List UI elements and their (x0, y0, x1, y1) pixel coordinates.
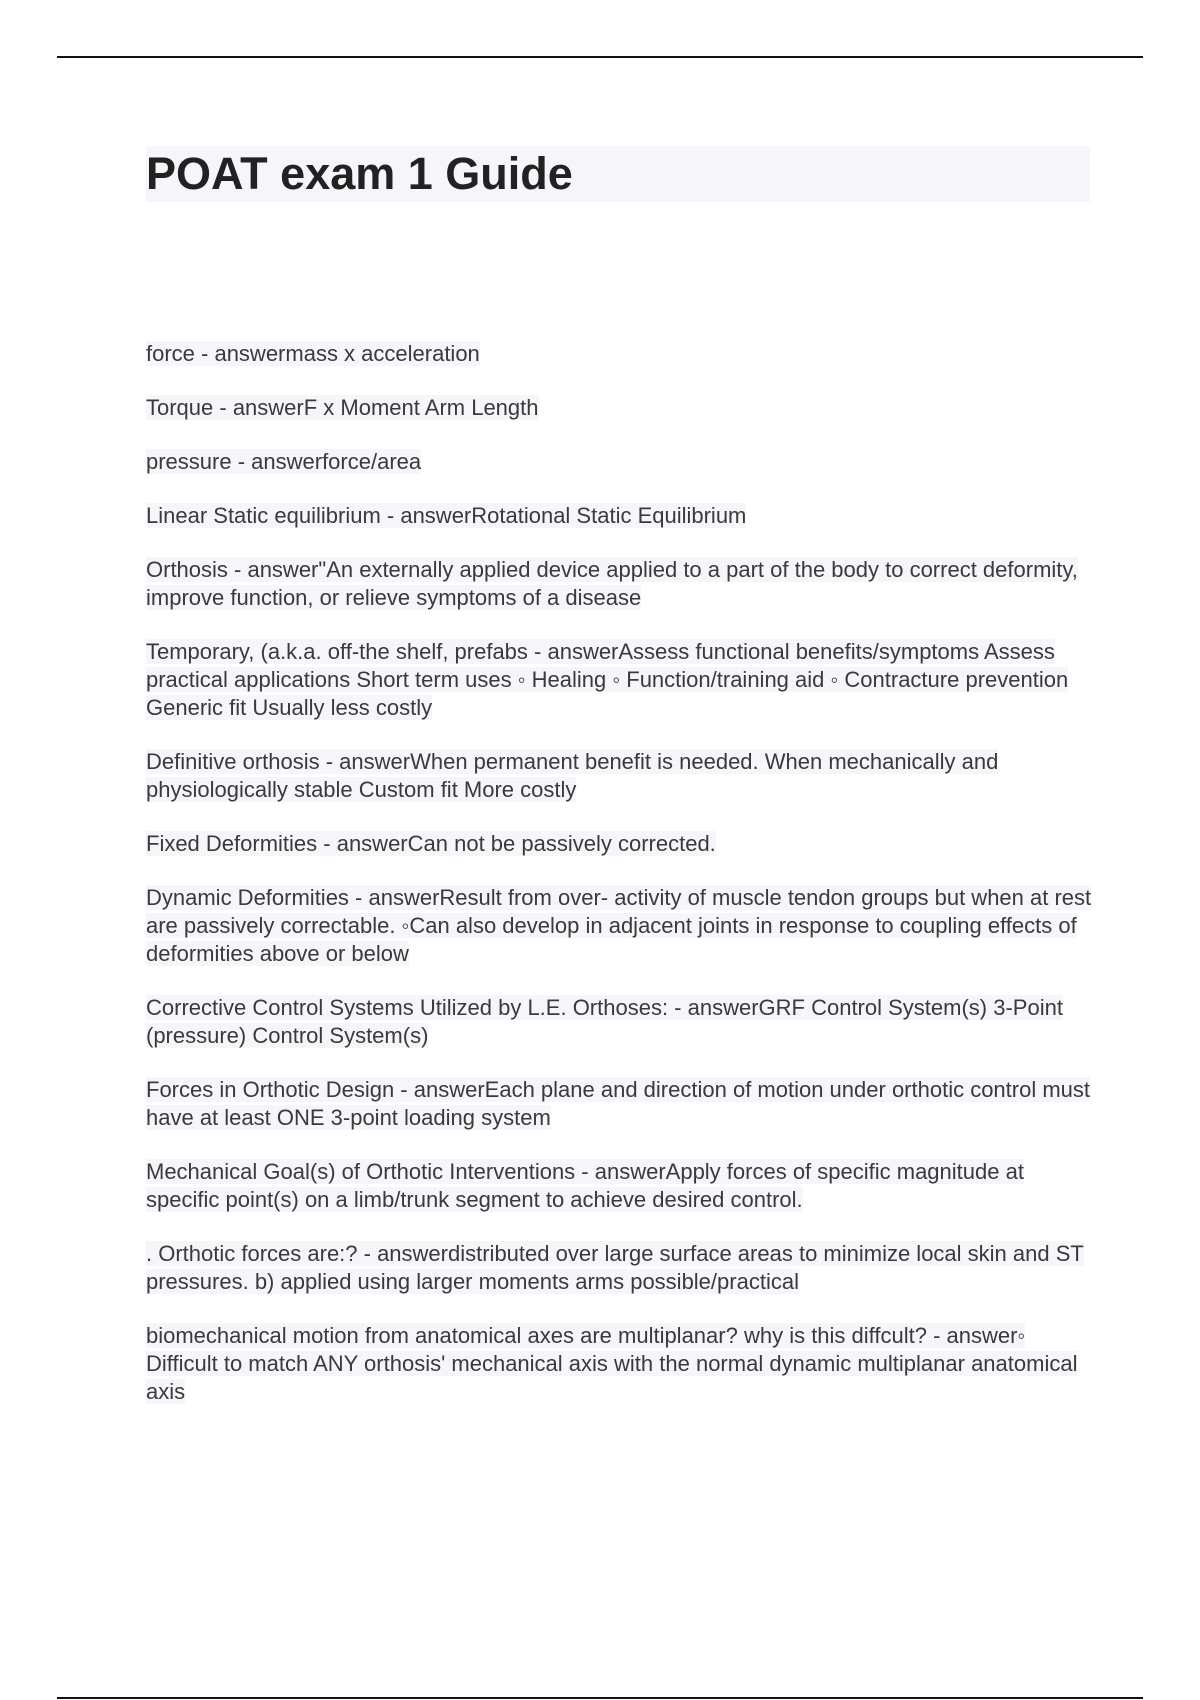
qa-item (146, 884, 1096, 968)
qa-text: pressure - answerforce/area (146, 449, 422, 474)
qa-item (146, 340, 1096, 368)
bottom-rule (57, 1697, 1143, 1699)
qa-text: . Orthotic forces are:? - answerdistributed over large surface areas to minimize local skin and ST pressures. b) applied using larger moments arms possible/practical (146, 1241, 1084, 1294)
qa-item (146, 1240, 1096, 1296)
qa-text: Mechanical Goal(s) of Orthotic Interventions - answerApply forces of specific magnitude at specific point(s) on a limb/trunk segment to achieve desired control. (146, 1159, 1024, 1212)
qa-item (146, 830, 1096, 858)
qa-item (146, 994, 1096, 1050)
qa-text: force - answermass x acceleration (146, 341, 480, 366)
top-rule (57, 56, 1143, 58)
qa-text: Linear Static equilibrium - answerRotational Static Equilibrium (146, 503, 747, 528)
qa-item (146, 1076, 1096, 1132)
qa-item (146, 748, 1096, 804)
qa-text: Forces in Orthotic Design - answerEach plane and direction of motion under orthotic control must have at least ONE 3-point loading system (146, 1077, 1091, 1130)
qa-text: Dynamic Deformities - answerResult from over- activity of muscle tendon groups but when at rest are passively correctable. ◦Can also develop in adjacent joints in response to coupling effects of deformities above or below (146, 885, 1092, 966)
qa-item (146, 394, 1096, 422)
qa-item (146, 1322, 1096, 1406)
qa-text: Corrective Control Systems Utilized by L.E. Orthoses: - answerGRF Control System(s) 3-Point (pressure) Control System(s) (146, 995, 1063, 1048)
qa-text: Orthosis - answer"An externally applied device applied to a part of the body to correct deformity, improve function, or relieve symptoms of a disease (146, 557, 1078, 610)
qa-text: Fixed Deformities - answerCan not be passively corrected. (146, 831, 716, 856)
page-title: POAT exam 1 Guide (146, 148, 573, 199)
qa-item (146, 448, 1096, 476)
qa-item (146, 638, 1096, 722)
qa-item (146, 556, 1096, 612)
qa-item (146, 1158, 1096, 1214)
qa-text: Temporary, (a.k.a. off-the shelf, prefabs - answerAssess functional benefits/symptoms Assess practical applications Short term uses ◦ Healing ◦ Function/training aid ◦ Contracture prevention Generic fit Usually less costly (146, 639, 1069, 720)
qa-text: Definitive orthosis - answerWhen permanent benefit is needed. When mechanically and physiologically stable Custom fit More costly (146, 749, 999, 802)
qa-item (146, 502, 1096, 530)
qa-list (146, 340, 1096, 1432)
qa-text: Torque - answerF x Moment Arm Length (146, 395, 539, 420)
qa-text: biomechanical motion from anatomical axes are multiplanar? why is this diffcult? - answer◦ Difficult to match ANY orthosis' mechanical axis with the normal dynamic multiplanar anatomical axis (146, 1323, 1078, 1404)
